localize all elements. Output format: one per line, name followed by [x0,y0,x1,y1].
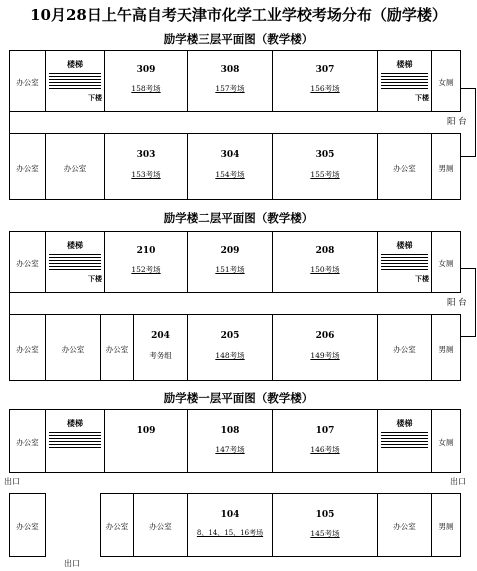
room-309: 309 158考场 [104,50,188,112]
exit-label-right: 出口 [450,477,466,486]
exit-label-left: 出口 [4,477,20,486]
balcony-label: 阳 台 [447,298,467,308]
floor1-title: 励学楼一层平面图（教学楼） [163,391,314,405]
corridor-wall [9,292,10,314]
room-305: 305 155考场 [272,133,378,200]
office-room: 办公室 [377,314,432,381]
stairs-icon [49,254,101,270]
room-303: 303 153考场 [104,133,188,200]
office-room: 办公室 [45,133,105,200]
stairs-right: 楼梯 下楼 [377,231,432,293]
balcony-wall [461,88,476,89]
corridor-wall [9,111,10,133]
room-307: 307 156考场 [272,50,378,112]
stairs-icon [381,254,428,270]
stairs-icon [49,432,101,448]
room-206: 206 149考场 [272,314,378,381]
stairs-left: 楼梯 下楼 [45,50,105,112]
male-restroom: 男厕 [431,314,461,381]
office-room: 办公室 [100,493,134,557]
room-109: 109 [104,409,188,473]
female-restroom: 女厕 [431,50,461,112]
exit-label-bottom: 出口 [64,559,80,568]
stairs-left: 楼梯 [45,409,105,473]
room-208: 208 150考场 [272,231,378,293]
female-restroom: 女厕 [431,409,461,473]
balcony-label: 阳 台 [447,117,467,127]
stairs-right: 楼梯 下楼 [377,50,432,112]
office-room: 办公室 [9,493,46,557]
room-104: 104 8、14、15、16考场 [187,493,273,557]
stairs-icon [49,73,101,89]
office-room: 办公室 [45,314,101,381]
balcony-wall [461,268,476,269]
male-restroom: 男厕 [431,133,461,200]
room-205: 205 148考场 [187,314,273,381]
office-room: 办公室 [100,314,134,381]
room-210: 210 152考场 [104,231,188,293]
room-308: 308 157考场 [187,50,273,112]
floor3-title: 励学楼三层平面图（教学楼） [163,32,314,46]
room-304: 304 154考场 [187,133,273,200]
office-room: 办公室 [9,231,46,293]
stairs-left: 楼梯 下楼 [45,231,105,293]
office-room: 办公室 [9,409,46,473]
female-restroom: 女厕 [431,231,461,293]
floor2-title: 励学楼二层平面图（教学楼） [163,211,314,225]
office-room: 办公室 [9,133,46,200]
room-105: 105 145考场 [272,493,378,557]
office-room: 办公室 [133,493,188,557]
stairs-icon [381,432,428,448]
stairs-icon [381,73,428,89]
balcony-wall [461,156,476,157]
room-107: 107 146考场 [272,409,378,473]
office-room: 办公室 [9,50,46,112]
page-title: 10月28日上午高自考天津市化学工业学校考场分布（励学楼） [30,6,447,24]
balcony-wall [475,268,476,336]
room-209: 209 151考场 [187,231,273,293]
male-restroom: 男厕 [431,493,461,557]
office-room: 办公室 [377,493,432,557]
room-108: 108 147考场 [187,409,273,473]
balcony-wall [461,336,476,337]
balcony-wall [475,88,476,156]
room-204: 204 考务组 [133,314,188,381]
office-room: 办公室 [377,133,432,200]
stairs-right: 楼梯 [377,409,432,473]
office-room: 办公室 [9,314,46,381]
